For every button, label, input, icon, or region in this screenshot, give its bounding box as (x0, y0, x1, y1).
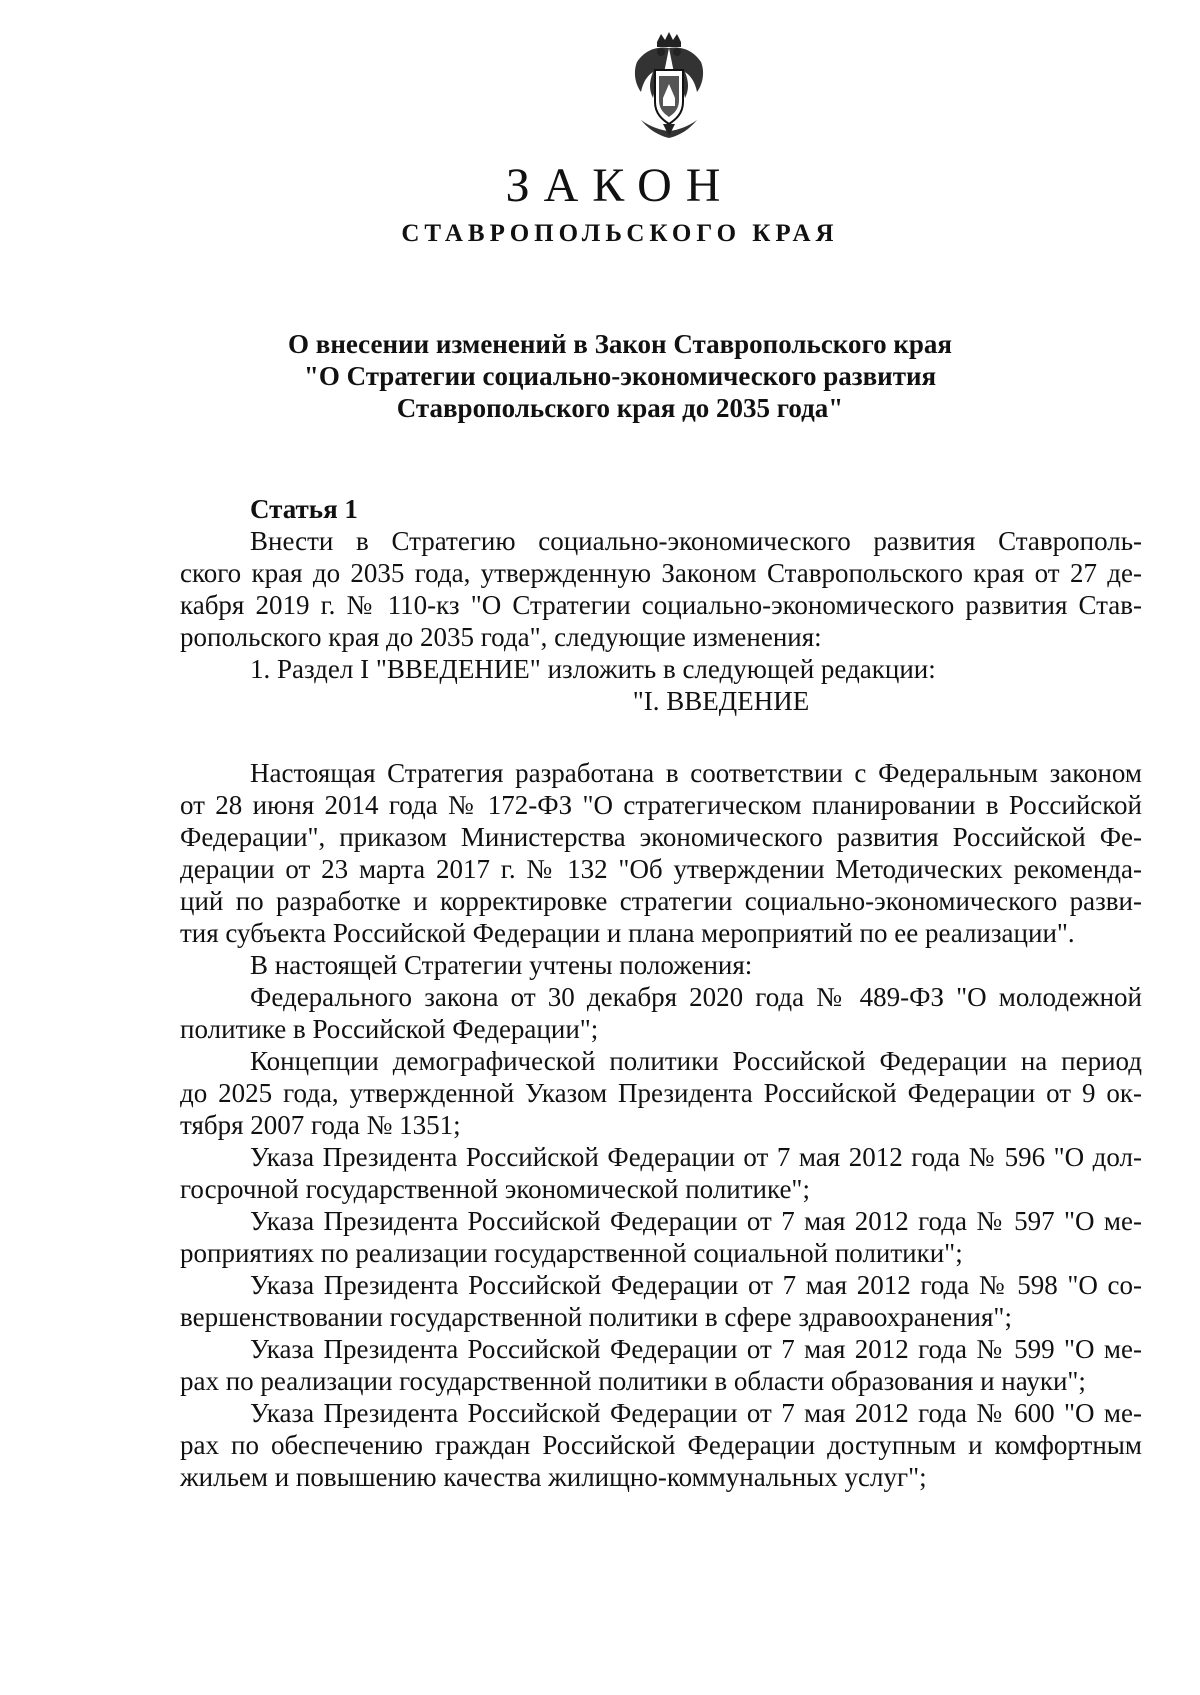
article-text-line: кабря 2019 г. № 110-кз "О Стратегии социально-экономического развития Став- (180, 590, 1142, 620)
paragraph-line: рах по реализации государственной политики в области образования и науки"; (180, 1366, 1086, 1396)
stavropol-coat-of-arms-icon (627, 32, 711, 140)
paragraph-line: дерации от 23 марта 2017 г. № 132 "Об утверждении Методических рекоменда- (180, 854, 1142, 884)
subject-line: Ставропольского края до 2035 года" (396, 393, 844, 423)
paragraph-line: Концепции демографической политики Российской Федерации на период (250, 1046, 1142, 1076)
paragraph-line: тия субъекта Российской Федерации и плана мероприятий по ее реализации". (180, 918, 1075, 948)
paragraph-line: В настоящей Стратегии учтены положения: (250, 950, 753, 980)
paragraph-line: от 28 июня 2014 года № 172-ФЗ "О стратегическом планировании в Российской (180, 790, 1142, 820)
document-title-region: СТАВРОПОЛЬСКОГО КРАЯ (401, 220, 839, 247)
subject-line: "О Стратегии социально-экономического развития (303, 361, 937, 391)
article-text-line: 1. Раздел I "ВВЕДЕНИЕ" изложить в следующей редакции: (250, 654, 936, 684)
paragraph-line: до 2025 года, утвержденной Указом Президента Российской Федерации от 9 ок- (180, 1078, 1142, 1108)
paragraph-line: Федерации", приказом Министерства экономического развития Российской Фе- (180, 822, 1142, 852)
paragraph-line: политике в Российской Федерации"; (180, 1014, 599, 1044)
paragraph-line: Указа Президента Российской Федерации от 7 мая 2012 года № 597 "О ме- (250, 1206, 1142, 1236)
subject-line: О внесении изменений в Закон Ставропольского края (287, 329, 953, 359)
paragraph-line: Указа Президента Российской Федерации от 7 мая 2012 года № 598 "О со- (250, 1270, 1142, 1300)
paragraph-line: рах по обеспечению граждан Российской Федерации доступным и комфортным (180, 1430, 1142, 1460)
article-heading: Статья 1 (250, 494, 358, 524)
paragraph-line: Настоящая Стратегия разработана в соответствии с Федеральным законом (250, 758, 1142, 788)
paragraph-line: тября 2007 года № 1351; (180, 1110, 461, 1140)
section-title: "I. ВВЕДЕНИЕ (632, 686, 810, 716)
paragraph-line: ций по разработке и корректировке стратегии социально-экономического разви- (180, 886, 1142, 916)
law-subject-heading (250, 328, 990, 424)
article-text-line: ского края до 2035 года, утвержденную Законом Ставропольского края от 27 де- (180, 558, 1142, 588)
article-text-line: Внести в Стратегию социально-экономического развития Ставрополь- (250, 526, 1142, 556)
article-text-line: ропольского края до 2035 года", следующие изменения: (180, 622, 822, 652)
paragraph-line: жильем и повышению качества жилищно-коммунальных услуг"; (180, 1462, 927, 1492)
paragraph-line: госрочной государственной экономической политике"; (180, 1174, 810, 1204)
paragraph-line: Указа Президента Российской Федерации от 7 мая 2012 года № 596 "О дол- (250, 1142, 1142, 1172)
document-title-law: ЗАКОН (505, 159, 735, 212)
document-body (180, 493, 1142, 1493)
paragraph-line: Указа Президента Российской Федерации от 7 мая 2012 года № 599 "О ме- (250, 1334, 1142, 1364)
paragraph-line: роприятиях по реализации государственной социальной политики"; (180, 1238, 963, 1268)
paragraph-line: Федерального закона от 30 декабря 2020 года № 489-ФЗ "О молодежной (250, 982, 1142, 1012)
paragraph-line: Указа Президента Российской Федерации от 7 мая 2012 года № 600 "О ме- (250, 1398, 1142, 1428)
paragraph-line: вершенствовании государственной политики в сфере здравоохранения"; (180, 1302, 1012, 1332)
